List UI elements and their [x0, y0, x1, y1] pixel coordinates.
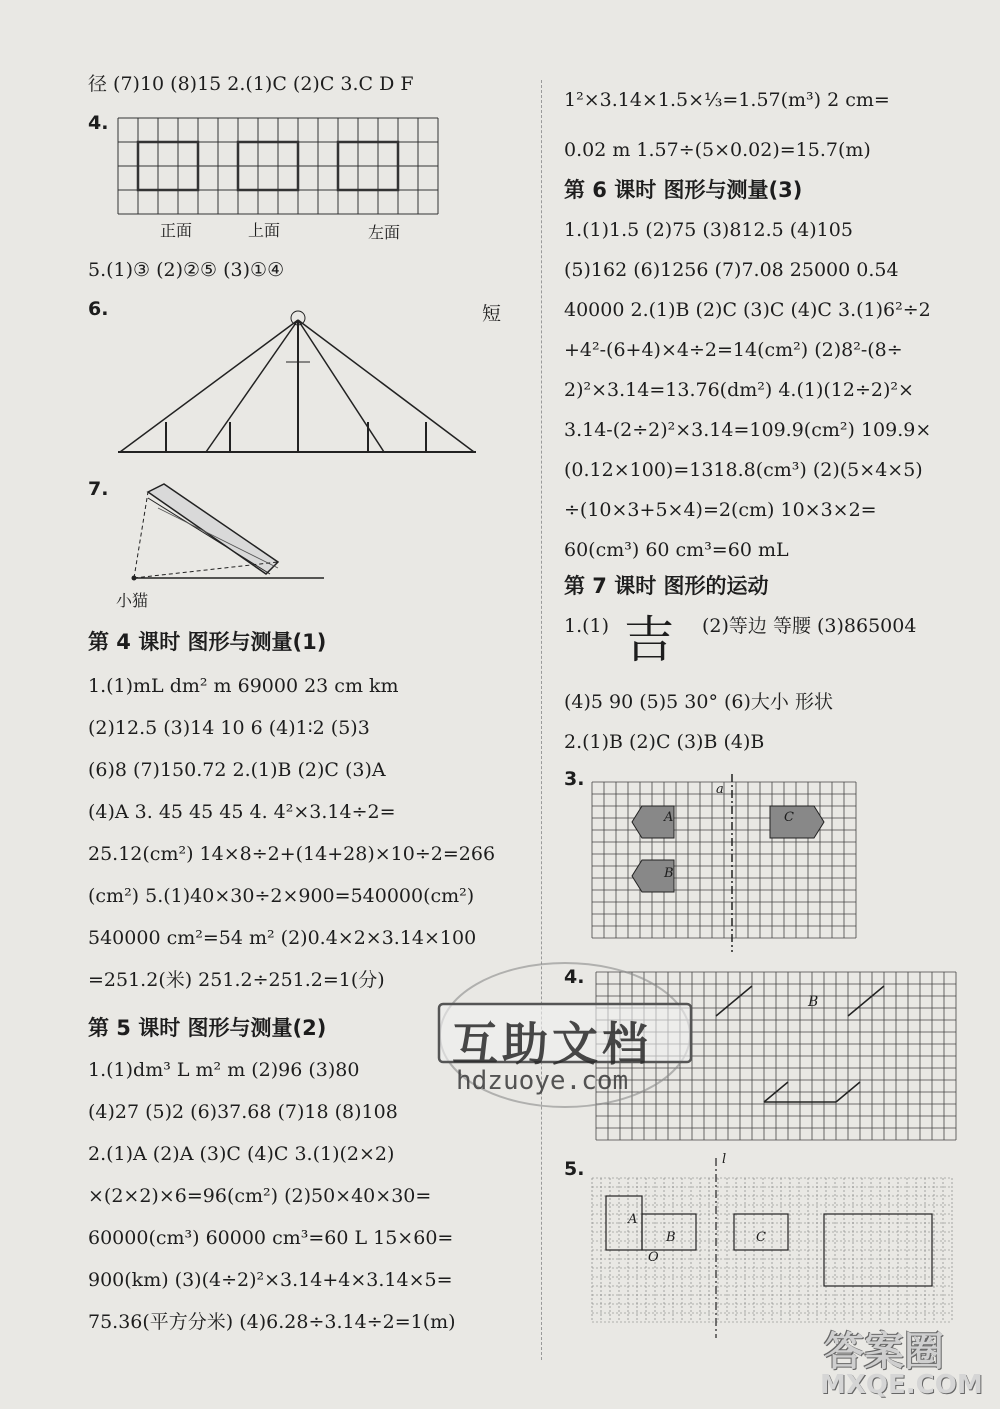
answer-line: 1.(1)1.5 (2)75 (3)812.5 (4)105 — [564, 219, 853, 241]
wall-cat-diagram — [118, 478, 338, 588]
section-title: 第 4 课时 图形与测量(1) — [88, 630, 327, 654]
shape-label: B — [666, 1230, 676, 1245]
answer-line: 25.12(cm²) 14×8÷2+(14+28)×10÷2=266 — [88, 843, 496, 865]
answer-line: (cm²) 5.(1)40×30÷2×900=540000(cm²) — [88, 885, 475, 907]
shape-label: B — [664, 866, 674, 881]
answer-line: (4)27 (5)2 (6)37.68 (7)18 (8)108 — [88, 1101, 398, 1123]
question-number: 7. — [88, 478, 109, 500]
answer-line: 0.02 m 1.57÷(5×0.02)=15.7(m) — [564, 139, 871, 161]
axis-label: a — [716, 782, 724, 797]
answer-line: +4²-(6+4)×4÷2=14(cm²) (2)8²-(8÷ — [564, 339, 903, 361]
answer-line: (6)8 (7)150.72 2.(1)B (2)C (3)A — [88, 759, 386, 781]
section-title: 第 6 课时 图形与测量(3) — [564, 178, 803, 202]
answer-line: 2)²×3.14=13.76(dm²) 4.(1)(12÷2)²× — [564, 379, 914, 401]
corner-logo-url: MXQE.COM — [820, 1370, 983, 1400]
answer-line: ÷(10×3+5×4)=2(cm) 10×3×2= — [564, 499, 877, 521]
translation-grid — [592, 782, 856, 944]
answer-line: 3.14-(2÷2)²×3.14=109.9(cm²) 109.9× — [564, 419, 932, 441]
question-number: 6. — [88, 298, 109, 320]
answer-line: 900(km) (3)(4÷2)²×3.14+4×3.14×5= — [88, 1269, 453, 1291]
shape-label: C — [756, 1230, 766, 1245]
column-divider — [541, 80, 542, 1360]
section-title: 第 5 课时 图形与测量(2) — [88, 1016, 327, 1040]
question-number: 5. — [564, 1158, 585, 1180]
answer-line: 1²×3.14×1.5×⅓=1.57(m³) 2 cm= — [564, 89, 890, 111]
lamp-shadow-diagram — [118, 300, 478, 462]
answer-line: 径 (7)10 (8)15 2.(1)C (2)C 3.C D F — [88, 73, 414, 95]
answer-line: 75.36(平方分米) (4)6.28÷3.14÷2=1(m) — [88, 1311, 456, 1333]
answer-line: (4)5 90 (5)5 30° (6)大小 形状 — [564, 691, 833, 713]
answer-line: 60000(cm³) 60000 cm³=60 L 15×60= — [88, 1227, 454, 1249]
question-number: 4. — [564, 966, 585, 988]
watermark-url: hdzuoye.com — [456, 1066, 629, 1096]
question-number: 4. — [88, 112, 109, 134]
answer-line: (2)等边 等腰 (3)865004 — [702, 615, 917, 637]
axis-label: l — [722, 1152, 727, 1167]
view-label-front: 正面 — [160, 221, 193, 240]
answer-line: 2.(1)B (2)C (3)B (4)B — [564, 731, 765, 753]
watermark-text: 互助文档 — [452, 1017, 652, 1071]
answer-line: 40000 2.(1)B (2)C (3)C (4)C 3.(1)6²÷2 — [564, 299, 931, 321]
mirror-character: 吉 — [624, 611, 674, 669]
answer-line: (5)162 (6)1256 (7)7.08 25000 0.54 — [564, 259, 899, 281]
answer-line: 2.(1)A (2)A (3)C (4)C 3.(1)(2×2) — [88, 1143, 395, 1165]
corner-logo-text: 答案圈 — [824, 1329, 944, 1375]
view-label-left: 左面 — [368, 223, 401, 242]
question-number: 3. — [564, 768, 585, 790]
answer-short: 短 — [482, 303, 502, 325]
answer-line: ×(2×2)×6=96(cm²) (2)50×40×30= — [88, 1185, 432, 1207]
answer-line: 540000 cm²=54 m² (2)0.4×2×3.14×100 — [88, 927, 477, 949]
origin-label: O — [648, 1250, 659, 1265]
view-label-top: 上面 — [248, 221, 281, 240]
section-title: 第 7 课时 图形的运动 — [564, 574, 769, 598]
cat-label: 小猫 — [116, 591, 149, 610]
answer-line: (0.12×100)=1318.8(cm³) (2)(5×4×5) — [564, 459, 923, 481]
scaling-grid — [592, 1178, 954, 1320]
answer-line: 60(cm³) 60 cm³=60 mL — [564, 539, 789, 561]
answer-line: 1.(1)mL dm² m 69000 23 cm km — [88, 675, 399, 697]
answer-line: (2)12.5 (3)14 10 6 (4)1∶2 (5)3 — [88, 717, 370, 739]
answer-line: (4)A 3. 45 45 45 4. 4²×3.14÷2= — [88, 801, 396, 823]
answer-line: 5.(1)③ (2)②⑤ (3)①④ — [88, 259, 285, 281]
shape-label: C — [784, 810, 794, 825]
three-views-grid — [118, 118, 440, 214]
answer-line: =251.2(米) 251.2÷251.2=1(分) — [88, 969, 385, 991]
shape-label: A — [664, 810, 674, 825]
shape-label: B — [808, 994, 819, 1010]
shape-label: A — [628, 1212, 638, 1227]
answer-line: 1.(1) — [564, 615, 610, 637]
answer-line: 1.(1)dm³ L m² m (2)96 (3)80 — [88, 1059, 360, 1081]
